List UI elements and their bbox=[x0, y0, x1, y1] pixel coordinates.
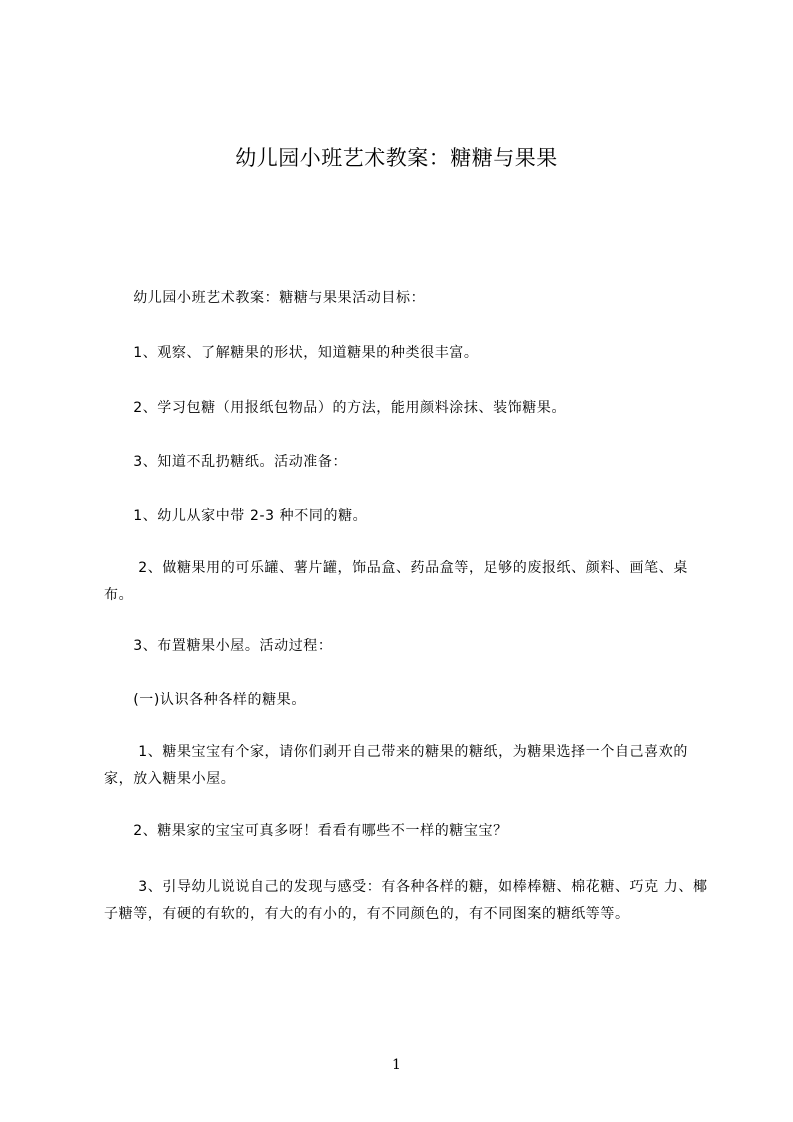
paragraph-objectives-heading: 幼儿园小班艺术教案：糖糖与果果活动目标： bbox=[104, 290, 426, 306]
paragraph-preparation-3: 3、布置糖果小屋。活动过程： bbox=[104, 638, 333, 654]
document-title: 幼儿园小班艺术教案：糖糖与果果 bbox=[235, 146, 558, 170]
paragraph-preparation-1: 1、幼儿从家中带 2-3 种不同的糖。 bbox=[104, 508, 368, 524]
paragraph-process-1: 1、糖果宝宝有个家，请你们剥开自己带来的糖果的糖纸，为糖果选择一个自己喜欢的家，放入糖果小屋。 bbox=[104, 744, 688, 787]
paragraph-process-heading: (一)认识各种各样的糖果。 bbox=[104, 692, 306, 708]
paragraph-process-3: 3、引导幼儿说说自己的发现与感受：有各种各样的糖，如棒棒糖、棉花糖、巧克 力、椰子糖等，有硬的有软的，有大的有小的，有不同颜色的，有不同图案的糖纸等等。 bbox=[104, 879, 708, 922]
paragraph-objective-2: 2、学习包糖（用报纸包物品）的方法，能用颜料涂抹、装饰糖果。 bbox=[104, 400, 567, 416]
page-number: 1 bbox=[392, 1057, 401, 1073]
paragraph-objective-1: 1、观察、了解糖果的形状，知道糖果的种类很丰富。 bbox=[104, 345, 479, 361]
paragraph-objective-3: 3、知道不乱扔糖纸。活动准备： bbox=[104, 454, 348, 470]
paragraph-process-2: 2、糖果家的宝宝可真多呀！看看有哪些不一样的糖宝宝？ bbox=[104, 823, 508, 839]
paragraph-preparation-2: 2、做糖果用的可乐罐、薯片罐，饰品盒、药品盒等，足够的废报纸、颜料、画笔、桌布。 bbox=[104, 560, 688, 603]
